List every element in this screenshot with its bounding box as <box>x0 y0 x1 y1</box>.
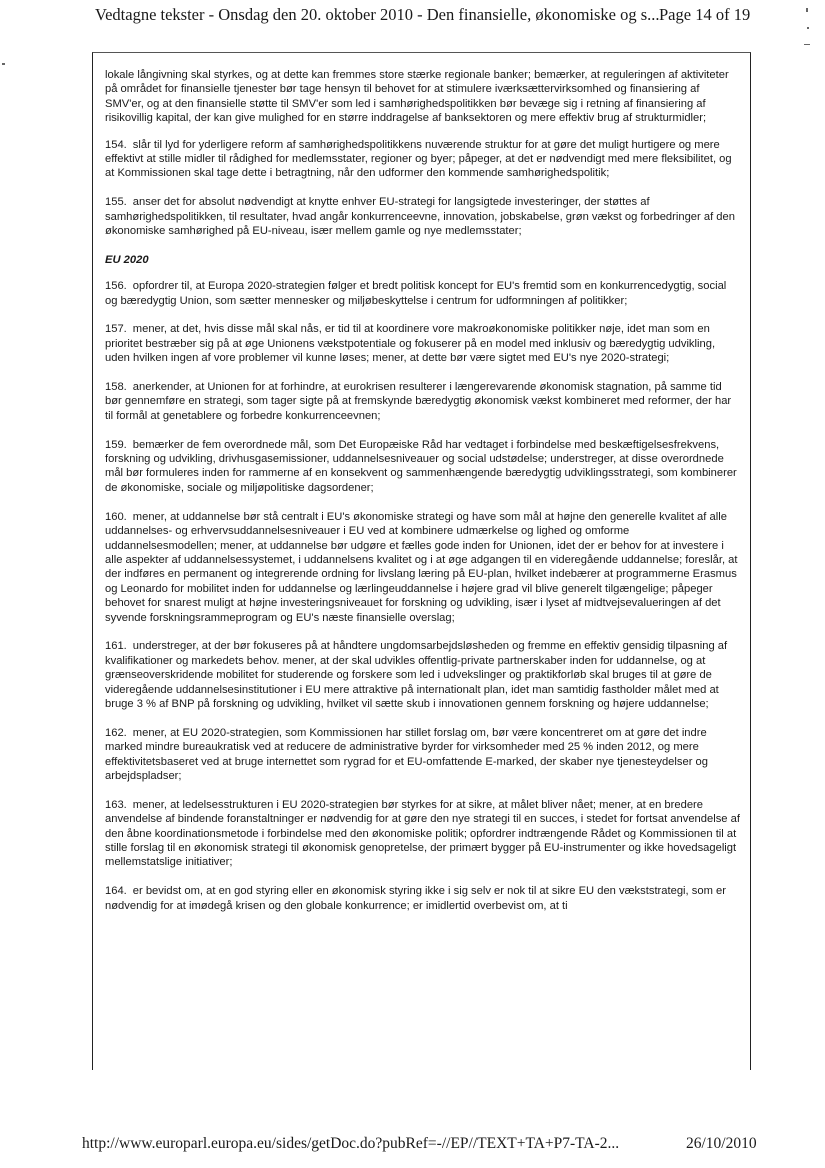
paragraph-number: 159. <box>105 438 127 451</box>
paragraph-163 <box>105 798 741 870</box>
page-number: Page 14 of 19 <box>659 5 751 24</box>
paragraph-number: 162. <box>105 726 127 739</box>
paragraph <box>105 68 741 126</box>
paragraph-text: er bevidst om, at en god styring eller en økonomisk styring ikke i sig selv er nok til at sikre EU den vækststrategi, som er nødvendig for at imødegå krisen og den globale konkurrence; er imidlertid overbevist om, at ti <box>105 885 726 912</box>
paragraph-text: mener, at EU 2020-strategien, som Kommissionen har stillet forslag om, bør være koncentreret om at gøre det indre marked mindre bureaukratisk ved at reducere de administrative byrder for virksomheder med 25 % inden 2012, og mere effektivitetsbaseret ved at bruge internettet som rygrad for et EU-omfattende E-marked, der skaber nye tjenesteydelser og arbejdspladser; <box>105 726 708 782</box>
paragraph-162 <box>105 726 741 784</box>
paragraph-number: 161. <box>105 640 127 653</box>
paragraph-158 <box>105 380 741 423</box>
page-header <box>95 2 785 28</box>
document-title: Vedtagne tekster - Onsdag den 20. oktober 2010 - Den finansielle, økonomiske og s... <box>95 5 660 24</box>
scan-speck <box>807 27 809 29</box>
paragraph-number: 157. <box>105 323 127 336</box>
paragraph-number: 154. <box>105 138 127 151</box>
paragraph-number: 160. <box>105 510 127 523</box>
paragraph-text: anerkender, at Unionen for at forhindre, at eurokrisen resulterer i længerevarende økonomisk stagnation, på samme tid bør gennemføre en strategi, som tager sigte på at fremskynde bæredygtig økonomisk vækst kombineret med reformer, der har til formål at genetablere og forbedre konkurrenceevnen; <box>105 381 732 422</box>
paragraph-text: opfordrer til, at Europa 2020-strategien følger et bredt politisk koncept for EU's fremtid som en konkurrencedygtig, social og bæredygtig Union, som sætter mennesker og miljøbeskyttelse i centrum for udformningen af politikker; <box>105 280 727 307</box>
scan-speck <box>2 63 5 65</box>
paragraph-160 <box>105 510 741 625</box>
paragraph-number: 164. <box>105 885 127 898</box>
source-url: http://www.europarl.europa.eu/sides/getDoc.do?pubRef=-//EP//TEXT+TA+P7-TA-2... <box>82 1135 620 1152</box>
paragraph-159 <box>105 438 741 496</box>
document-body <box>105 68 741 927</box>
paragraph-text: mener, at det, hvis disse mål skal nås, er tid til at koordinere vore makroøkonomiske politikker nøje, idet man som en prioritet bestræber sig på at øge Unionens vækstpotentiale og fokuserer på en model med inklusiv og bæredygtig udvikling, uden hvilken ingen af vore problemer vil kunne løses; mener, at dette bør være sigtet med EU's nye 2020-strategi; <box>105 323 716 365</box>
paragraph-text: mener, at uddannelse bør stå centralt i EU's økonomiske strategi og have som mål at højne den generelle kvalitet af alle uddannelses- og erhvervsuddannelsesniveauer i EU ved at kombinere udmærkelse og lighed og omforme uddannelsesmodellen; mener, at uddannelse bør udgøre et fælles gode inden for Unionen, idet der er behov for at investere i alle aspekter af uddannelsessystemet, i uddannelsens kvalitet og i at øge adgangen til en videregående uddannelse; foreslår, at der indføres en permanent og integrerende ordning for livslang læring på EU-plan, hvilket indebærer at programmerne Erasmus og Leonardo for mobilitet inden for uddannelse og lærlingeuddannelse i højere grad vil blive generelt tilgængelige; påpeger behovet for snarest muligt at højne investeringsniveauet for forskning og udvikling, især i lyset af midtvejsevalueringen af det syvende forskningsrammeprogram og EU's næste finansielle overslag; <box>105 510 738 624</box>
paragraph-text: slår til lyd for yderligere reform af samhørighedspolitikkens nuværende struktur for at gøre det muligt hurtigere og mere effektivt at stille midler til rådighed for medlemsstater, regioner og byer; påpeger, at det er nødvendigt med mere fleksibilitet, og at Kommissionen skal tage dette i betragtning, når den udformer den kommende samhørighedspolitik; <box>105 138 732 180</box>
scan-speck <box>804 44 810 45</box>
paragraph-number: 155. <box>105 196 127 209</box>
paragraph-text: anser det for absolut nødvendigt at knytte enhver EU-strategi for langsigtede investeringer, der støttes af samhørighedspolitikken, til resultater, hvad angår konkurrenceevne, innovation, jobskabelse, grøn vækst og forbedringer af den økonomiske samhørighed på EU-niveau, især mellem gamle og nye medlemsstater; <box>105 196 735 238</box>
paragraph-157 <box>105 322 741 365</box>
paragraph-number: 156. <box>105 280 127 293</box>
paragraph-text: bemærker de fem overordnede mål, som Det Europæiske Råd har vedtaget i forbindelse med beskæftigelsesfrekvens, forskning og udvikling, drivhusgasemissioner, uddannelsesniveauer og social udstødelse; understreger, at disse overordnede mål bør formuleres inden for rammerne af en konsekvent og sammenhængende bæredygtig udviklingsstrategi, som kombinerer de økonomiske, sociale og miljøpolitiske dagsordener; <box>105 438 737 494</box>
paragraph-text: lokale långivning skal styrkes, og at dette kan fremmes store stærke regionale banker; bemærker, at reguleringen af aktiviteter på området for finansielle tjenester bør tage hensyn til behovet for at stimulere iværksættervirksomhed og finansiering af SMV'er, og at den finansielle støtte til SMV'er som led i samhørighedspolitikken bør bevæge sig i retning af finansiering af risikovillig kapital, der kan give mulighed for en større inddragelse af banksektoren og mere effektiv brug af strukturmidler; <box>105 69 729 125</box>
paragraph-number: 163. <box>105 798 127 811</box>
paragraph-161 <box>105 639 741 711</box>
page-footer <box>82 1132 772 1156</box>
paragraph-text: understreger, at der bør fokuseres på at håndtere ungdomsarbejdsløsheden og fremme en effektiv gensidig tilpasning af kvalifikationer og markedets behov. mener, at der skal udvikles offentlig-private partnerskaber inden for uddannelse, og at grænseoverskridende mobilitet for studerende og forskere som led i udvekslinger og praktikforløb skal bruges til at gøre de videregående uddannelsesinstitutioner i EU mere attraktive på internationalt plan, idet man samtidig fastholder målet med at bruge 3 % af BNP på forskning og udvikling, hvilket vil sætte skub i innovationen gennem forskning og højere uddannelse; <box>105 640 728 710</box>
paragraph-154 <box>105 138 741 181</box>
paragraph-156 <box>105 279 741 308</box>
print-date: 26/10/2010 <box>686 1135 757 1152</box>
paragraph-text: mener, at ledelsesstrukturen i EU 2020-strategien bør styrkes for at sikre, at målet bliver nået; mener, at en bredere anvendelse af bindende foranstaltninger er nødvendig for at gøre den nye strategi til en succes, i stedet for fortsat anvendelse af den åbne koordinationsmetode i forbindelse med den økonomiske politik; opfordrer indtrængende Rådet og Kommissionen til at stille forslag til en økonomisk strategi til økonomisk genopretelse, der primært bygger på EU-instrumenter og ikke hovedsageligt mellemstatslige initiativer; <box>105 798 740 869</box>
paragraph-number: 158. <box>105 381 127 394</box>
scan-speck <box>806 8 808 12</box>
section-heading: EU 2020 <box>105 253 149 266</box>
paragraph-155 <box>105 195 741 238</box>
paragraph-164 <box>105 884 741 913</box>
